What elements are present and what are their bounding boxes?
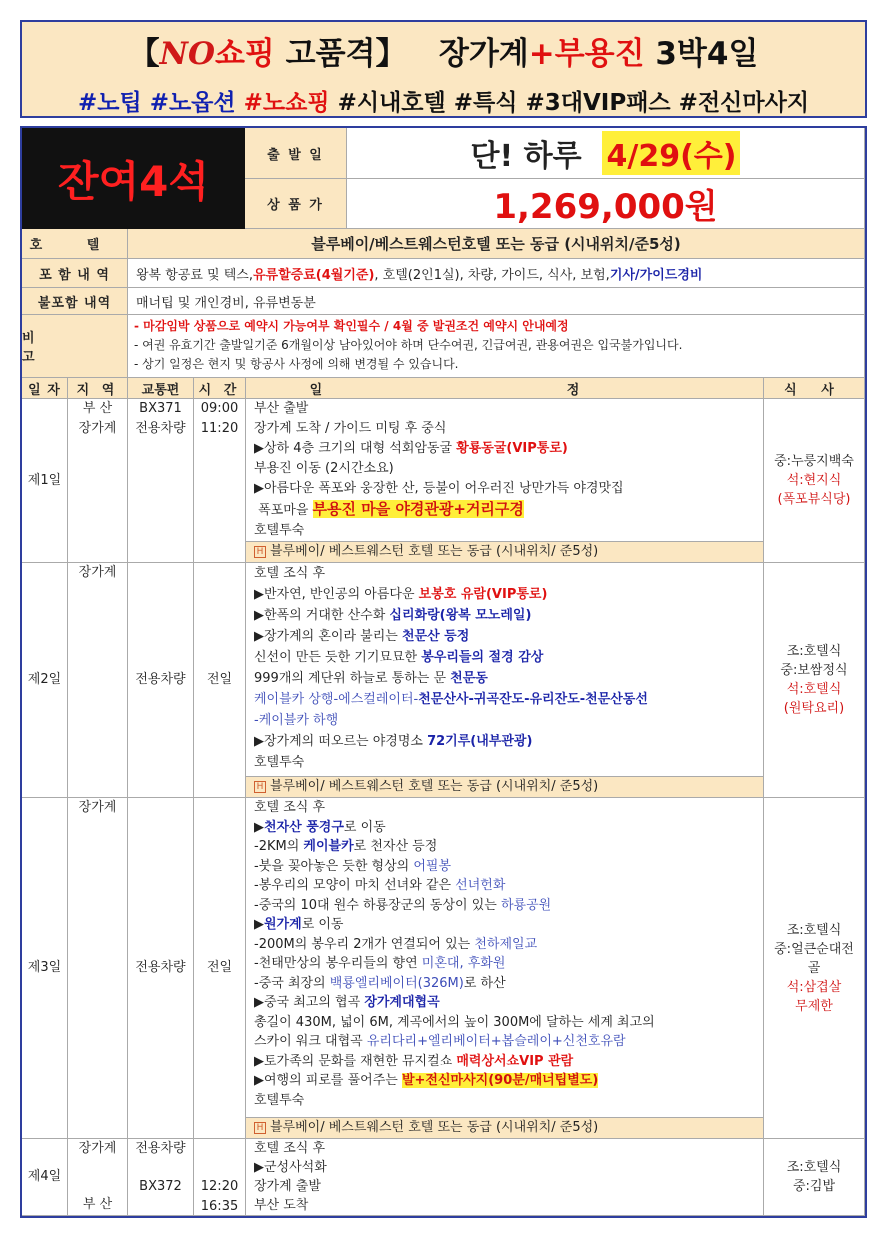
day3-line-11-highlight: 장가계대협곡 <box>364 995 440 1010</box>
day3-hotel-text: 블루베이/ 베스트웨스턴 호텔 또는 동급 (시내위치/ 준5성) <box>270 1120 599 1135</box>
day2-line-7 <box>254 689 763 710</box>
day4-line-3: 장가계 출발 <box>254 1179 321 1194</box>
title-dest-a: 장가계 <box>438 36 529 72</box>
day3-hotel-row <box>246 1117 763 1138</box>
includes-value <box>128 259 865 288</box>
day3-line-4 <box>254 857 763 877</box>
day2-line-4-highlight: 천문산 등정 <box>401 629 470 644</box>
day3-meal-2: 중:얼큰순대전 <box>774 941 854 957</box>
day2-hotel-row <box>246 776 763 797</box>
day1-transport-1: BX371 <box>139 401 182 416</box>
day3-line-6-highlight: 하룡공원 <box>500 897 552 913</box>
day4-transport-2: BX372 <box>139 1179 182 1194</box>
day3-line-4-text: -붓을 꽂아놓은 듯한 형상의 <box>254 858 414 874</box>
title-grade: 고품격】 <box>274 36 407 72</box>
day1-line-2: 장가계 도착 / 가이드 미팅 후 중식 <box>254 421 447 436</box>
day4-meal-1: 조:호텔식 <box>786 1160 842 1175</box>
remarks-line-1: - 마감임박 상품으로 예약시 가능여부 확인필수 / 4월 중 발권조건 예약시 안내예정 <box>134 319 569 333</box>
day2-line-7-text: 케이블카 상행-에스컬레이터- <box>254 692 419 707</box>
day3-line-2 <box>254 818 763 838</box>
day1-meal <box>764 399 865 563</box>
departure-value <box>347 128 865 179</box>
day3-label: 제3일 <box>22 798 68 1139</box>
day2-region: 장가계 <box>68 563 128 798</box>
price-value: 1,269,000원 <box>347 179 865 229</box>
includes-part3: , 호텔(2인1실), 차량, 가이드, 식사, 보험, <box>374 267 610 283</box>
day3-line-9 <box>254 954 763 974</box>
day2-time: 전일 <box>194 563 246 798</box>
col-header-day: 일 자 <box>22 378 68 399</box>
day3-line-8-highlight: 천하제일교 <box>474 936 538 952</box>
day1-time-2: 11:20 <box>200 421 239 436</box>
day2-line-4-text: ▶장가계의 혼이라 불리는 <box>254 629 402 644</box>
day3-line-9-text: -천태만상의 봉우리들의 향연 <box>254 956 422 971</box>
col-header-time: 시 간 <box>194 378 246 399</box>
day1-meal-3: (폭포뷰식당) <box>777 492 851 507</box>
title-no-logo: NO <box>159 36 215 72</box>
day3-line-1: 호텔 조식 후 <box>254 800 326 815</box>
day1-time-1: 09:00 <box>200 401 239 416</box>
day3-line-16: 호텔투숙 <box>254 1092 305 1108</box>
title-nights: 3박4일 <box>644 36 759 72</box>
day2-label: 제2일 <box>22 563 68 798</box>
day1-region <box>68 399 128 563</box>
day4-line-1: 호텔 조식 후 <box>254 1141 326 1156</box>
day1-transport <box>128 399 194 563</box>
col-header-transport: 교통편 <box>128 378 194 399</box>
day2-meal <box>764 563 865 798</box>
day4-line-2: ▶군성사석화 <box>254 1160 327 1175</box>
day2-line-4 <box>254 626 763 647</box>
remarks-line-3: - 상기 일정은 현지 및 항공사 사정에 의해 변경될 수 있습니다. <box>134 357 459 371</box>
includes-label: 포 함 내 역 <box>22 259 128 288</box>
departure-label: 출 발 일 <box>245 128 347 179</box>
day3-line-13-text: 스카이 워크 대협곡 <box>254 1034 367 1049</box>
day1-line-7: 호텔투숙 <box>254 523 305 538</box>
day3-line-2-text: 로 이동 <box>343 819 386 835</box>
day3-line-7 <box>254 915 763 935</box>
day4-region <box>68 1139 128 1216</box>
day3-line-11-text: ▶중국 최고의 협곡 <box>254 995 365 1010</box>
includes-fuel: 유류할증료(4월기준) <box>253 267 375 283</box>
day3-line-14-text: ▶토가족의 문화를 재현한 뮤지컬쇼 <box>254 1053 457 1069</box>
day3-line-7-arrow: ▶ <box>254 917 264 932</box>
day2-line-6-text: 999개의 계단위 하늘로 통하는 문 <box>254 671 451 686</box>
day2-meal-1: 조:호텔식 <box>786 644 842 659</box>
day4-transport-1: 전용차량 <box>135 1141 186 1156</box>
day3-line-15 <box>254 1071 763 1091</box>
day1-schedule <box>246 399 764 563</box>
day2-line-5 <box>254 647 763 668</box>
day2-line-9 <box>254 731 763 752</box>
day3-meal-5: 무제한 <box>795 998 833 1014</box>
hashtags <box>22 84 865 117</box>
day2-hotel-text: 블루베이/ 베스트웨스턴 호텔 또는 동급 (시내위치/ 준5성) <box>270 779 599 794</box>
day3-line-13 <box>254 1032 763 1052</box>
day3-line-8-text: -200M의 봉우리 2개가 연결되어 있는 <box>254 936 475 952</box>
day1-line-3 <box>254 439 763 459</box>
title-bracket: 【 <box>128 36 160 72</box>
title-plus: + <box>528 36 555 72</box>
includes-guide-fee: 기사/가이드경비 <box>609 267 703 283</box>
day2-transport: 전용차량 <box>128 563 194 798</box>
day1-hotel-row <box>246 541 763 562</box>
day1-line-6-text: 폭포마을 <box>258 503 313 518</box>
day1-transport-2: 전용차량 <box>135 421 186 436</box>
day4-line-4: 부산 도착 <box>254 1198 309 1213</box>
day2-line-6-highlight: 천문동 <box>450 671 488 686</box>
day3-line-3-text: -2KM의 <box>254 839 304 854</box>
remarks-line-2: - 여권 유효기간 출발일기준 6개월이상 남아있어야 하며 단수여권, 긴급여권, 관용여권은 입국불가입니다. <box>134 338 683 352</box>
hotel-icon: H <box>254 546 266 558</box>
hashtag-6: #3대VIP패스 <box>525 90 671 116</box>
day4-transport <box>128 1139 194 1216</box>
day2-line-2 <box>254 584 763 605</box>
day3-line-2-arrow: ▶ <box>254 819 264 835</box>
day4-time-2: 16:35 <box>200 1199 239 1214</box>
day1-meal-2: 석:현지식 <box>786 473 842 488</box>
seats-remaining: 잔여4석 <box>22 128 245 229</box>
day3-line-3-tail: 로 천자산 등정 <box>353 839 438 854</box>
day2-line-3-text: ▶한폭의 거대한 산수화 <box>254 608 390 623</box>
hashtag-5: #특식 <box>453 90 518 116</box>
day3-line-10-highlight: 백룡엘리베이터(326M) <box>329 975 464 991</box>
day3-meal <box>764 798 865 1139</box>
departure-date: 4/29(수) <box>602 131 740 175</box>
day1-line-3-highlight: 황룡동굴(VIP통로) <box>456 441 568 456</box>
day3-line-15-text: ▶여행의 피로를 풀어주는 <box>254 1073 402 1088</box>
day3-meal-4: 석:삼겹살 <box>786 979 842 995</box>
day1-line-5: ▶아름다운 폭포와 웅장한 산, 등불이 어우러진 낭만가득 야경맛집 <box>254 481 624 496</box>
day4-meal <box>764 1139 865 1216</box>
day1-label: 제1일 <box>22 399 68 563</box>
day3-line-4-highlight: 어필봉 <box>413 858 452 874</box>
day3-line-11 <box>254 993 763 1013</box>
excludes-value: 매너팁 및 개인경비, 유류변동분 <box>128 288 865 315</box>
col-header-meal: 식 사 <box>764 378 865 399</box>
day4-region-1: 장가계 <box>78 1141 117 1156</box>
day4-region-2: 부 산 <box>82 1197 113 1212</box>
day2-line-1: 호텔 조식 후 <box>254 566 326 581</box>
day3-line-12: 총길이 430M, 넓이 6M, 계곡에서의 높이 300M에 달하는 세계 최고의 <box>254 1014 655 1030</box>
day3-line-10-text: -중국 최장의 <box>254 975 330 991</box>
day3-line-7-text: 로 이동 <box>301 917 344 932</box>
day3-line-2-highlight: 천자산 풍경구 <box>264 819 344 835</box>
day4-time <box>194 1139 246 1216</box>
day3-line-15-highlight: 발+전신마사지(90분/매너팁별도) <box>401 1073 599 1088</box>
departure-prefix: 단! 하루 <box>470 139 582 174</box>
day3-line-10 <box>254 974 763 994</box>
hotel-icon: H <box>254 1122 266 1134</box>
day2-line-2-text: ▶반자연, 반인공의 아름다운 <box>254 587 419 602</box>
hotel-label: 호 텔 <box>22 229 128 259</box>
day3-line-9-highlight: 미혼대, 후화원 <box>421 956 506 971</box>
title-dest-b: 부용진 <box>554 36 645 72</box>
day1-region-2: 장가계 <box>78 421 117 436</box>
hashtag-7: #전신마사지 <box>678 90 810 116</box>
day3-region: 장가계 <box>68 798 128 1139</box>
hotel-icon: H <box>254 781 266 793</box>
day1-line-4: 부용진 이동 (2시간소요) <box>254 461 394 476</box>
day2-line-7-highlight: 천문산사-귀곡잔도-유리잔도-천문산동선 <box>418 692 648 707</box>
day3-line-13-highlight: 유리다리+엘리베이터+봅슬레이+신천호유람 <box>366 1034 626 1049</box>
hashtag-2: #노옵션 <box>149 90 236 116</box>
day3-line-5-highlight: 선녀헌화 <box>455 878 506 893</box>
day2-line-5-text: 신선이 만든 듯한 기기묘묘한 <box>254 650 422 665</box>
day3-schedule <box>246 798 764 1139</box>
day1-region-1: 부 산 <box>82 401 113 416</box>
price-label: 상 품 가 <box>245 179 347 229</box>
day1-line-1: 부산 출발 <box>254 401 309 416</box>
day3-line-3 <box>254 837 763 857</box>
col-header-region: 지 역 <box>68 378 128 399</box>
hashtag-3: #노쇼핑 <box>243 90 330 116</box>
day3-line-3-highlight: 케이블카 <box>303 839 354 854</box>
day2-line-10: 호텔투숙 <box>254 755 305 770</box>
day2-line-3-highlight: 십리화랑(왕복 모노레일) <box>389 608 532 623</box>
day2-line-6 <box>254 668 763 689</box>
day4-meal-2: 중:김밥 <box>792 1179 836 1194</box>
day2-meal-3: 석:호텔식 <box>786 682 842 697</box>
day2-line-9-text: ▶장가계의 떠오르는 야경명소 <box>254 734 428 749</box>
day1-line-6 <box>254 499 763 521</box>
day3-line-5-text: -봉우리의 모양이 마치 선녀와 같은 <box>254 878 456 893</box>
title-shopping: 쇼핑 <box>214 36 275 72</box>
day3-line-10-tail: 로 하산 <box>463 975 506 991</box>
day3-line-14 <box>254 1052 763 1072</box>
product-title <box>22 28 865 73</box>
day2-line-5-highlight: 봉우리들의 절경 감상 <box>421 650 544 665</box>
day1-hotel-text: 블루베이/ 베스트웨스턴 호텔 또는 동급 (시내위치/ 준5성) <box>270 544 599 559</box>
day4-schedule <box>246 1139 764 1216</box>
day2-line-2-highlight: 보봉호 유람(VIP통로) <box>418 587 548 602</box>
day1-meal-1: 중:누룽지백숙 <box>774 454 854 469</box>
day3-line-6-text: -중국의 10대 원수 하룡장군의 동상이 있는 <box>254 897 501 913</box>
day3-line-7-highlight: 원가계 <box>264 917 302 932</box>
day3-meal-1: 조:호텔식 <box>786 922 842 938</box>
day4-label: 제4일 <box>22 1139 68 1216</box>
day3-transport: 전용차량 <box>128 798 194 1139</box>
includes-part1: 왕복 항공료 및 텍스, <box>136 267 253 283</box>
day3-line-5 <box>254 876 763 896</box>
day3-meal-3: 골 <box>807 960 821 976</box>
hashtag-4: #시내호텔 <box>337 90 446 116</box>
day3-line-14-highlight: 매력상서쇼VIP 관람 <box>456 1053 574 1069</box>
day2-meal-2: 중:보쌈정식 <box>780 663 848 678</box>
day3-time: 전일 <box>194 798 246 1139</box>
hashtag-1: #노팁 <box>77 90 142 116</box>
itinerary-table <box>20 126 867 1218</box>
day1-line-6-highlight: 부용진 마을 야경관광+거리구경 <box>312 500 524 518</box>
hotel-value: 블루베이/베스트웨스턴호텔 또는 동급 (시내위치/준5성) <box>128 229 865 259</box>
day3-line-6 <box>254 896 763 916</box>
day2-line-3 <box>254 605 763 626</box>
remarks-label: 비 고 <box>22 315 128 378</box>
day2-schedule <box>246 563 764 798</box>
title-banner <box>20 20 867 118</box>
col-header-schedule: 일 정 <box>246 378 764 399</box>
day2-line-8: -케이블카 하행 <box>254 713 339 728</box>
excludes-label: 불포함 내역 <box>22 288 128 315</box>
day2-meal-4: (원탁요리) <box>783 701 845 716</box>
day1-line-3-text: ▶상하 4층 크기의 대형 석회암동굴 <box>254 441 457 456</box>
day1-time <box>194 399 246 563</box>
day4-time-1: 12:20 <box>200 1179 239 1194</box>
remarks-value <box>128 315 865 378</box>
day2-line-9-highlight: 72기루(내부관광) <box>427 734 533 749</box>
day3-line-8 <box>254 935 763 955</box>
